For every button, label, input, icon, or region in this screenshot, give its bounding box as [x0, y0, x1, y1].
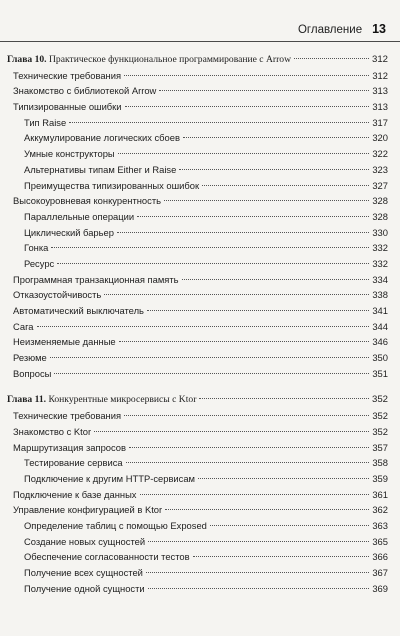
- toc-entry[interactable]: [0, 502, 400, 518]
- page-ref: 367: [372, 567, 388, 578]
- toc-entry[interactable]: [0, 99, 400, 115]
- page-ref: 365: [372, 535, 388, 547]
- page-ref: 346: [372, 336, 388, 348]
- toc-entry[interactable]: [0, 130, 400, 146]
- page-ref: 341: [372, 305, 388, 316]
- entry-label: Тестирование сервиса: [24, 457, 123, 469]
- page-number: 13: [372, 22, 386, 36]
- toc-entry[interactable]: [0, 565, 400, 581]
- leader-dots: [51, 247, 369, 248]
- page-ref: 351: [372, 367, 388, 379]
- toc-entry[interactable]: [0, 487, 400, 503]
- page-ref: 323: [372, 163, 388, 175]
- entry-label: Определение таблиц с помощью Exposed: [24, 519, 207, 531]
- chapter-name: Конкурентные микросервисы с Ktor: [48, 394, 197, 406]
- toc-entry[interactable]: [0, 471, 400, 487]
- toc-entry[interactable]: [0, 455, 400, 471]
- page-ref: 352: [371, 394, 388, 406]
- page-ref: 334: [372, 273, 388, 285]
- chapter-entries: [0, 408, 400, 596]
- leader-dots: [126, 462, 370, 463]
- entry-label: Знакомство с Ktor: [13, 425, 92, 437]
- page-ref: 330: [372, 226, 388, 238]
- leader-dots: [210, 525, 369, 526]
- entry-label: Сага: [13, 320, 34, 332]
- leader-dots: [294, 58, 369, 59]
- leader-dots: [179, 169, 369, 170]
- toc-entry[interactable]: [0, 581, 400, 597]
- toc-entry[interactable]: [0, 146, 400, 162]
- entry-label: Неизменяемые данные: [13, 336, 116, 348]
- page-ref: 359: [372, 472, 388, 484]
- chapter-heading[interactable]: [0, 392, 400, 408]
- chapter-prefix: Глава 11.: [7, 394, 47, 406]
- toc-entry[interactable]: [0, 193, 400, 209]
- entry-label: Отказоустойчивость: [13, 289, 102, 301]
- toc-entry[interactable]: [0, 408, 400, 424]
- entry-label: Резюме: [13, 352, 47, 364]
- toc-entry[interactable]: [0, 256, 400, 272]
- page-ref: 332: [372, 257, 388, 269]
- toc-entry[interactable]: [0, 209, 400, 225]
- page-ref: 366: [372, 551, 388, 563]
- chapter-10: [0, 52, 400, 381]
- toc-entry[interactable]: [0, 162, 400, 178]
- leader-dots: [125, 106, 370, 107]
- chapter-11: [0, 392, 400, 596]
- entry-label: Тип Raise: [24, 116, 67, 128]
- leader-dots: [140, 494, 370, 495]
- toc-entry[interactable]: [0, 334, 400, 350]
- page-ref: 352: [372, 425, 388, 437]
- entry-label: Создание новых сущностей: [24, 535, 146, 547]
- entry-label: Управление конфигурацией в Ktor: [13, 504, 163, 516]
- entry-label: Типизированные ошибки: [13, 101, 122, 113]
- leader-dots: [57, 263, 369, 264]
- toc-entry[interactable]: [0, 440, 400, 456]
- entry-label: Обеспечение согласованности тестов: [24, 551, 190, 563]
- page-ref: 328: [372, 210, 388, 222]
- chapter-heading[interactable]: [0, 52, 400, 68]
- entry-label: Технические требования: [13, 69, 122, 81]
- leader-dots: [159, 90, 369, 91]
- leader-dots: [148, 588, 370, 589]
- leader-dots: [37, 326, 370, 327]
- leader-dots: [50, 357, 370, 358]
- chapter-prefix: Глава 10.: [7, 54, 47, 65]
- entry-label: Высокоуровневая конкурентность: [13, 195, 162, 207]
- toc-entry[interactable]: [0, 366, 400, 382]
- toc-entry[interactable]: [0, 287, 400, 303]
- toc-entry[interactable]: [0, 303, 400, 319]
- entry-label: Альтернативы типам Either и Raise: [24, 163, 177, 175]
- page-ref: 369: [372, 582, 388, 594]
- toc-entry[interactable]: [0, 68, 400, 84]
- toc-entry[interactable]: [0, 549, 400, 565]
- leader-dots: [198, 478, 369, 479]
- entry-label: Знакомство с библиотекой Arrow: [13, 85, 157, 97]
- table-of-contents: [0, 52, 400, 596]
- toc-entry[interactable]: [0, 319, 400, 335]
- toc-entry[interactable]: [0, 518, 400, 534]
- leader-dots: [119, 341, 370, 342]
- page-ref: 317: [372, 116, 388, 128]
- leader-dots: [202, 185, 369, 186]
- page-ref: 350: [372, 352, 388, 364]
- page-ref: 327: [372, 179, 388, 191]
- leader-dots: [129, 447, 369, 448]
- entry-label: Программная транзакционная память: [13, 273, 179, 285]
- page-ref: 322: [372, 148, 388, 160]
- leader-dots: [164, 200, 369, 201]
- entry-label: Маршрутизация запросов: [13, 441, 126, 453]
- toc-entry[interactable]: [0, 350, 400, 366]
- leader-dots: [118, 153, 370, 154]
- leader-dots: [183, 137, 369, 138]
- header-rule: [0, 41, 400, 42]
- page-ref: 328: [372, 195, 388, 207]
- leader-dots: [199, 398, 369, 399]
- page-header: [298, 22, 386, 36]
- leader-dots: [54, 373, 369, 374]
- leader-dots: [182, 279, 370, 280]
- entry-label: Вопросы: [13, 367, 52, 379]
- toc-entry[interactable]: [0, 534, 400, 550]
- toc-entry[interactable]: [0, 272, 400, 288]
- page-ref: 358: [372, 457, 388, 469]
- chapter-title: [7, 52, 291, 68]
- leader-dots: [69, 122, 369, 123]
- toc-entry[interactable]: [0, 225, 400, 241]
- leader-dots: [137, 216, 369, 217]
- entry-label: Гонка: [24, 242, 49, 254]
- page-ref: 313: [372, 85, 388, 97]
- leader-dots: [147, 310, 369, 311]
- page-ref: 361: [372, 488, 388, 500]
- toc-entry[interactable]: [0, 83, 400, 99]
- page-ref: 312: [372, 69, 388, 81]
- toc-entry[interactable]: [0, 178, 400, 194]
- leader-dots: [193, 556, 370, 557]
- toc-entry[interactable]: [0, 424, 400, 440]
- page-ref: 338: [372, 289, 388, 301]
- page-ref: 357: [372, 441, 388, 453]
- entry-label: Получение одной сущности: [24, 582, 145, 594]
- leader-dots: [117, 232, 369, 233]
- entry-label: Аккумулирование логических сбоев: [24, 132, 180, 144]
- page-ref: 312: [371, 54, 388, 65]
- entry-label: Подключение к базе данных: [13, 488, 137, 500]
- page-ref: 313: [372, 101, 388, 113]
- entry-label: Параллельные операции: [24, 210, 135, 222]
- entry-label: Преимущества типизированных ошибок: [24, 179, 200, 191]
- leader-dots: [165, 509, 369, 510]
- entry-label: Подключение к другим HTTP-сервисам: [24, 472, 196, 484]
- entry-label: Ресурс: [24, 257, 55, 269]
- leader-dots: [124, 75, 369, 76]
- entry-label: Автоматический выключатель: [13, 305, 144, 316]
- page-ref: 320: [372, 132, 388, 144]
- page-ref: 362: [372, 504, 388, 516]
- page-ref: 363: [372, 519, 388, 531]
- leader-dots: [148, 541, 369, 542]
- page-ref: 352: [372, 410, 388, 422]
- page-ref: 332: [372, 242, 388, 254]
- leader-dots: [146, 572, 369, 573]
- entry-label: Умные конструкторы: [24, 148, 115, 160]
- toc-entry[interactable]: [0, 240, 400, 256]
- chapter-entries: [0, 68, 400, 382]
- entry-label: Получение всех сущностей: [24, 567, 143, 578]
- page-ref: 344: [372, 320, 388, 332]
- chapter-title: [7, 392, 196, 408]
- entry-label: Технические требования: [13, 410, 122, 422]
- toc-entry[interactable]: [0, 115, 400, 131]
- chapter-name: Практическое функциональное программирование с Arrow: [48, 54, 292, 65]
- leader-dots: [104, 294, 369, 295]
- leader-dots: [124, 415, 369, 416]
- running-title: Оглавление: [297, 24, 363, 36]
- entry-label: Циклический барьер: [24, 226, 114, 238]
- leader-dots: [94, 431, 369, 432]
